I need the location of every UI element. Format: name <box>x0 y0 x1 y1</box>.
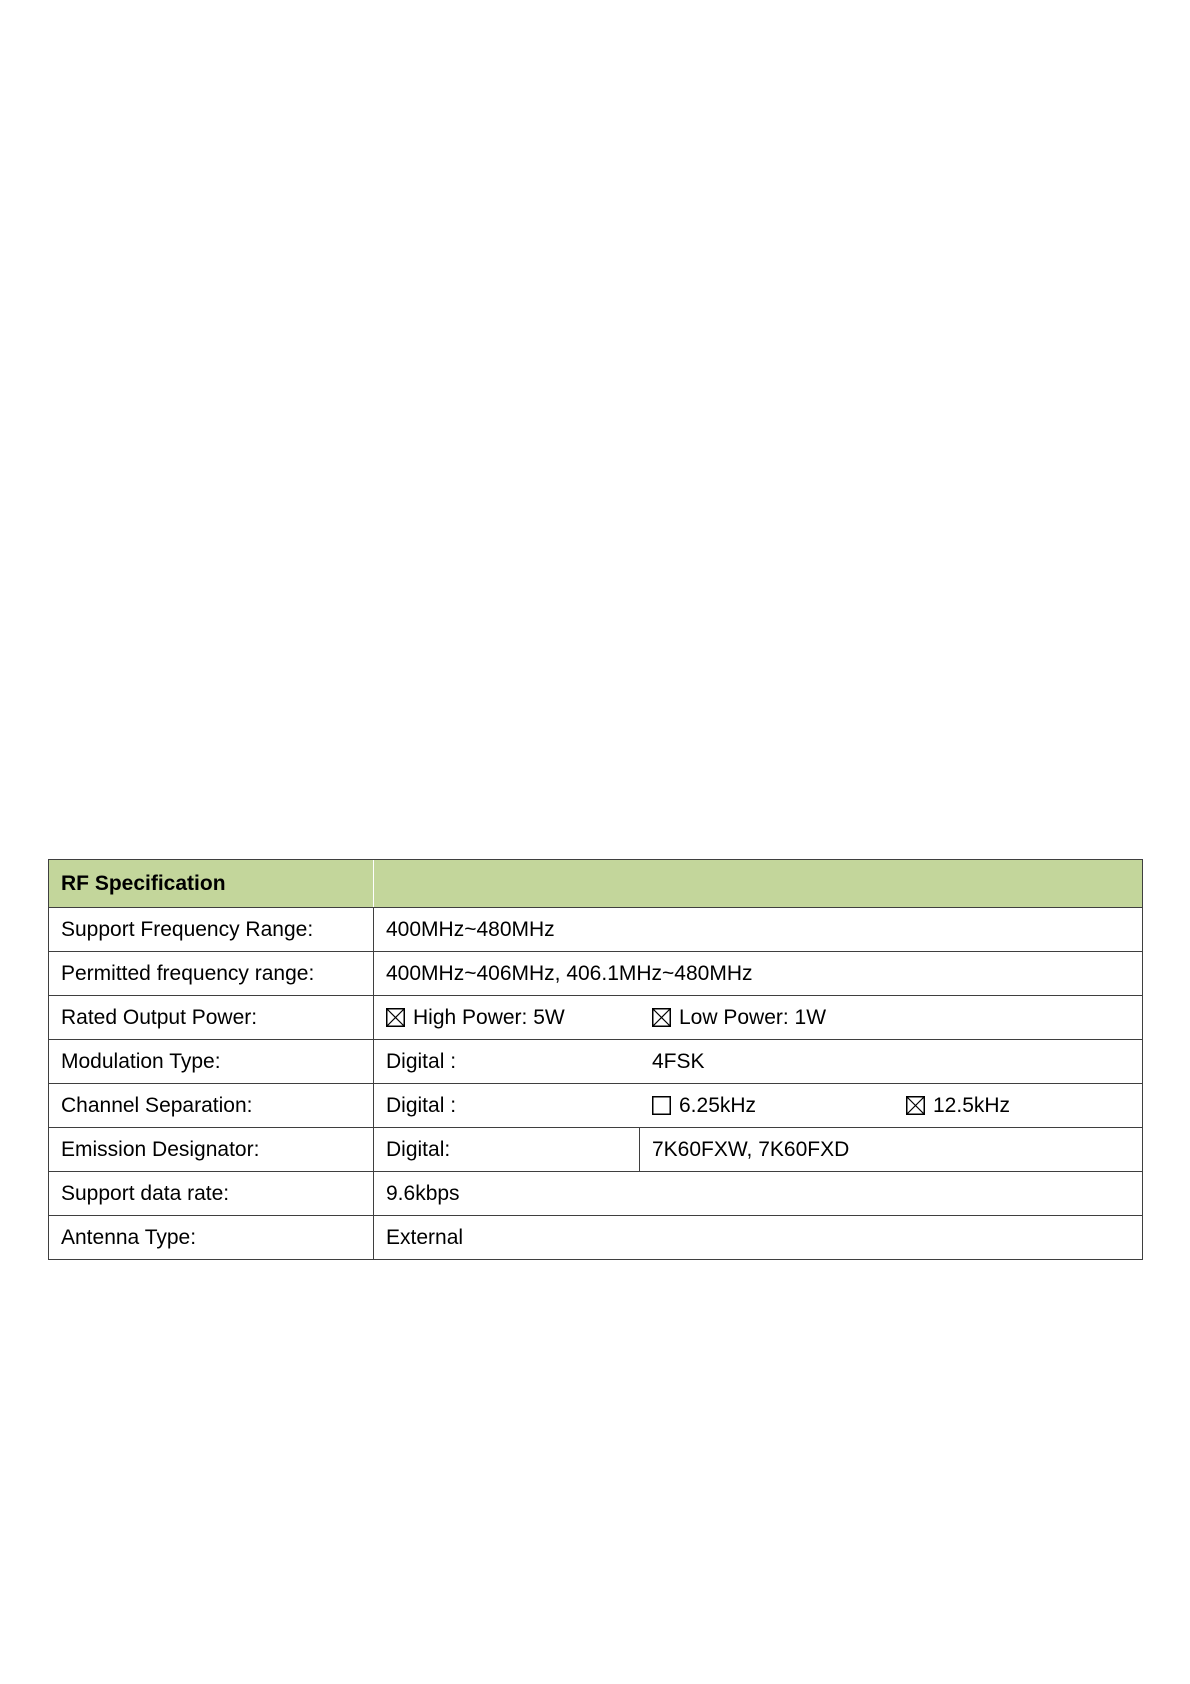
checked-box-icon <box>386 1008 405 1027</box>
table-title: RF Specification <box>49 860 374 908</box>
channel-12-5-option <box>894 1084 1143 1128</box>
row-label-modulation: Modulation Type: <box>49 1040 374 1084</box>
row-label-channel-sep: Channel Separation: <box>49 1084 374 1128</box>
table-row <box>49 1040 1143 1084</box>
row-value-antenna: External <box>374 1216 1143 1260</box>
low-power-option <box>640 996 894 1040</box>
channel-6-25-option <box>640 1084 894 1128</box>
unchecked-box-icon <box>652 1096 671 1115</box>
modulation-filler <box>894 1040 1143 1084</box>
modulation-value: 4FSK <box>640 1040 894 1084</box>
row-label-data-rate: Support data rate: <box>49 1172 374 1216</box>
table-row <box>49 1084 1143 1128</box>
emission-value: 7K60FXW, 7K60FXD <box>640 1128 1143 1172</box>
modulation-mode: Digital : <box>374 1040 640 1084</box>
table-row <box>49 908 1143 952</box>
table-row <box>49 952 1143 996</box>
row-label-emission: Emission Designator: <box>49 1128 374 1172</box>
high-power-label: High Power: 5W <box>413 1005 565 1029</box>
row-label-permitted-range: Permitted frequency range: <box>49 952 374 996</box>
output-power-filler <box>894 996 1143 1040</box>
checked-box-icon <box>652 1008 671 1027</box>
channel-sep-mode: Digital : <box>374 1084 640 1128</box>
high-power-option <box>374 996 640 1040</box>
emission-mode: Digital: <box>374 1128 640 1172</box>
row-value-data-rate: 9.6kbps <box>374 1172 1143 1216</box>
row-label-output-power: Rated Output Power: <box>49 996 374 1040</box>
checked-box-icon <box>906 1096 925 1115</box>
row-label-freq-range: Support Frequency Range: <box>49 908 374 952</box>
low-power-label: Low Power: 1W <box>679 1005 827 1029</box>
header-filler <box>374 860 1143 908</box>
channel-6-25-label: 6.25kHz <box>679 1093 757 1117</box>
row-label-antenna: Antenna Type: <box>49 1216 374 1260</box>
table-row <box>49 1128 1143 1172</box>
table-header-row <box>49 860 1143 908</box>
row-value-freq-range: 400MHz~480MHz <box>374 908 1143 952</box>
row-value-permitted-range: 400MHz~406MHz, 406.1MHz~480MHz <box>374 952 1143 996</box>
rf-specification-table <box>48 859 1143 1260</box>
table-row <box>49 1216 1143 1260</box>
table-row <box>49 1172 1143 1216</box>
channel-12-5-label: 12.5kHz <box>933 1093 1011 1117</box>
table-row <box>49 996 1143 1040</box>
